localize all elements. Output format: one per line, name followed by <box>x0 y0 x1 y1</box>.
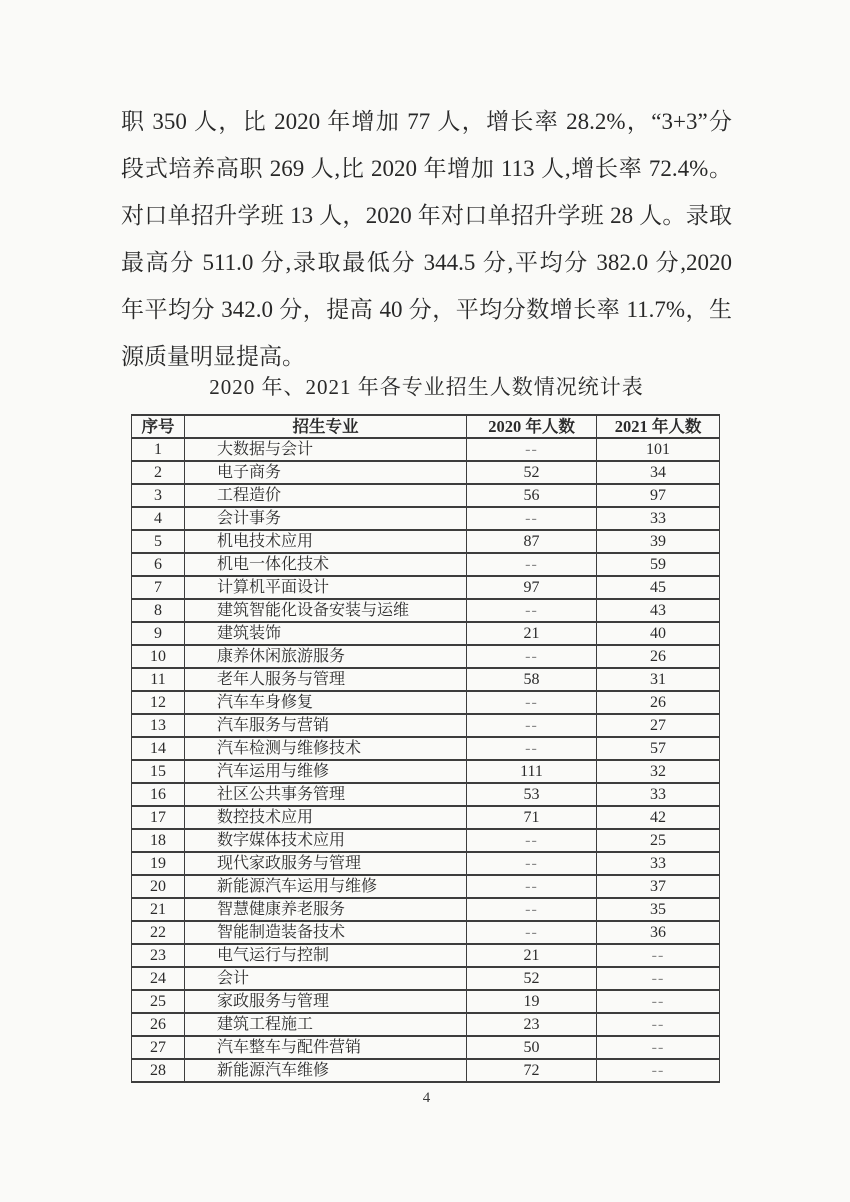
count-2020: -- <box>467 829 597 852</box>
major-name: 机电技术应用 <box>185 530 467 553</box>
row-index: 18 <box>132 829 185 852</box>
count-2020: -- <box>467 737 597 760</box>
major-name: 社区公共事务管理 <box>185 783 467 806</box>
count-2021: 43 <box>597 599 720 622</box>
row-index: 14 <box>132 737 185 760</box>
table-row <box>132 829 720 852</box>
paragraph-line: 源质量明显提高。 <box>121 344 305 369</box>
count-2021: 36 <box>597 921 720 944</box>
row-index: 22 <box>132 921 185 944</box>
row-index: 26 <box>132 1013 185 1036</box>
count-2021: -- <box>597 1013 720 1036</box>
header-index: 序号 <box>132 415 185 438</box>
count-2021: 59 <box>597 553 720 576</box>
row-index: 11 <box>132 668 185 691</box>
count-2020: -- <box>467 599 597 622</box>
header-count-2020: 2020 年人数 <box>467 415 597 438</box>
header-major: 招生专业 <box>185 415 467 438</box>
table-row <box>132 599 720 622</box>
table-row <box>132 1059 720 1082</box>
count-2021: 26 <box>597 691 720 714</box>
major-name: 建筑智能化设备安装与运维 <box>185 599 467 622</box>
count-2021: 42 <box>597 806 720 829</box>
body-paragraph <box>121 98 732 380</box>
count-2020: -- <box>467 691 597 714</box>
count-2021: 31 <box>597 668 720 691</box>
row-index: 28 <box>132 1059 185 1082</box>
count-2021: 33 <box>597 507 720 530</box>
count-2020: 19 <box>467 990 597 1013</box>
major-name: 数字媒体技术应用 <box>185 829 467 852</box>
major-name: 工程造价 <box>185 484 467 507</box>
major-name: 汽车检测与维修技术 <box>185 737 467 760</box>
row-index: 10 <box>132 645 185 668</box>
major-name: 智慧健康养老服务 <box>185 898 467 921</box>
major-name: 机电一体化技术 <box>185 553 467 576</box>
count-2021: -- <box>597 1036 720 1059</box>
count-2021: -- <box>597 990 720 1013</box>
count-2021: -- <box>597 1059 720 1082</box>
table-row <box>132 1013 720 1036</box>
count-2021: 25 <box>597 829 720 852</box>
count-2021: 33 <box>597 852 720 875</box>
row-index: 8 <box>132 599 185 622</box>
count-2020: 21 <box>467 944 597 967</box>
major-name: 新能源汽车维修 <box>185 1059 467 1082</box>
count-2020: -- <box>467 645 597 668</box>
paragraph-line: 职 350 人，比 2020 年增加 77 人，增长率 28.2%，“3+3”分 <box>121 109 732 134</box>
row-index: 4 <box>132 507 185 530</box>
row-index: 2 <box>132 461 185 484</box>
major-name: 新能源汽车运用与维修 <box>185 875 467 898</box>
count-2020: -- <box>467 507 597 530</box>
paragraph-line: 年平均分 342.0 分，提高 40 分，平均分数增长率 11.7%，生 <box>121 297 732 322</box>
major-name: 数控技术应用 <box>185 806 467 829</box>
major-name: 汽车服务与营销 <box>185 714 467 737</box>
row-index: 6 <box>132 553 185 576</box>
table-row <box>132 668 720 691</box>
major-name: 智能制造装备技术 <box>185 921 467 944</box>
major-name: 建筑装饰 <box>185 622 467 645</box>
major-name: 会计事务 <box>185 507 467 530</box>
major-name: 汽车车身修复 <box>185 691 467 714</box>
count-2021: 57 <box>597 737 720 760</box>
count-2021: -- <box>597 967 720 990</box>
table-row <box>132 438 720 461</box>
row-index: 23 <box>132 944 185 967</box>
row-index: 13 <box>132 714 185 737</box>
major-name: 现代家政服务与管理 <box>185 852 467 875</box>
count-2021: 97 <box>597 484 720 507</box>
row-index: 7 <box>132 576 185 599</box>
count-2020: 71 <box>467 806 597 829</box>
count-2020: -- <box>467 852 597 875</box>
table-row <box>132 461 720 484</box>
table-row <box>132 484 720 507</box>
row-index: 16 <box>132 783 185 806</box>
table-row <box>132 507 720 530</box>
row-index: 24 <box>132 967 185 990</box>
major-name: 汽车整车与配件营销 <box>185 1036 467 1059</box>
count-2020: 111 <box>467 760 597 783</box>
count-2020: -- <box>467 553 597 576</box>
row-index: 17 <box>132 806 185 829</box>
table-row <box>132 783 720 806</box>
count-2021: 101 <box>597 438 720 461</box>
table-row <box>132 1036 720 1059</box>
major-name: 会计 <box>185 967 467 990</box>
table-row <box>132 576 720 599</box>
count-2021: 45 <box>597 576 720 599</box>
table-row <box>132 553 720 576</box>
table-row <box>132 990 720 1013</box>
count-2021: -- <box>597 944 720 967</box>
row-index: 20 <box>132 875 185 898</box>
table-row <box>132 852 720 875</box>
row-index: 15 <box>132 760 185 783</box>
row-index: 27 <box>132 1036 185 1059</box>
count-2020: -- <box>467 898 597 921</box>
count-2021: 37 <box>597 875 720 898</box>
row-index: 1 <box>132 438 185 461</box>
major-name: 计算机平面设计 <box>185 576 467 599</box>
table-row <box>132 921 720 944</box>
row-index: 9 <box>132 622 185 645</box>
count-2021: 27 <box>597 714 720 737</box>
table-body <box>132 438 720 1082</box>
table-row <box>132 967 720 990</box>
row-index: 3 <box>132 484 185 507</box>
header-count-2021: 2021 年人数 <box>597 415 720 438</box>
row-index: 25 <box>132 990 185 1013</box>
count-2020: -- <box>467 875 597 898</box>
count-2020: -- <box>467 921 597 944</box>
count-2021: 34 <box>597 461 720 484</box>
row-index: 12 <box>132 691 185 714</box>
page-number: 4 <box>422 1090 431 1106</box>
table-row <box>132 944 720 967</box>
count-2020: -- <box>467 714 597 737</box>
table-row <box>132 875 720 898</box>
table-row <box>132 806 720 829</box>
table-row <box>132 691 720 714</box>
row-index: 21 <box>132 898 185 921</box>
table-row <box>132 645 720 668</box>
table-row <box>132 898 720 921</box>
table-header-row <box>132 415 720 438</box>
major-name: 建筑工程施工 <box>185 1013 467 1036</box>
count-2020: 53 <box>467 783 597 806</box>
table-row <box>132 530 720 553</box>
count-2021: 35 <box>597 898 720 921</box>
major-name: 电气运行与控制 <box>185 944 467 967</box>
count-2020: 87 <box>467 530 597 553</box>
table-row <box>132 737 720 760</box>
count-2020: 72 <box>467 1059 597 1082</box>
paragraph-line: 对口单招升学班 13 人，2020 年对口单招升学班 28 人。录取 <box>121 203 732 228</box>
major-name: 康养休闲旅游服务 <box>185 645 467 668</box>
table-row <box>132 622 720 645</box>
major-name: 家政服务与管理 <box>185 990 467 1013</box>
count-2020: 52 <box>467 461 597 484</box>
enrollment-table <box>131 414 720 1083</box>
table-row <box>132 760 720 783</box>
count-2020: 58 <box>467 668 597 691</box>
count-2020: 23 <box>467 1013 597 1036</box>
count-2021: 40 <box>597 622 720 645</box>
count-2021: 33 <box>597 783 720 806</box>
major-name: 汽车运用与维修 <box>185 760 467 783</box>
table-title: 2020 年、2021 年各专业招生人数情况统计表 <box>209 375 644 399</box>
paragraph-line: 最高分 511.0 分,录取最低分 344.5 分,平均分 382.0 分,2020 <box>121 250 732 275</box>
count-2020: 21 <box>467 622 597 645</box>
count-2020: -- <box>467 438 597 461</box>
count-2021: 39 <box>597 530 720 553</box>
table-row <box>132 714 720 737</box>
count-2020: 52 <box>467 967 597 990</box>
count-2020: 56 <box>467 484 597 507</box>
count-2020: 97 <box>467 576 597 599</box>
count-2021: 26 <box>597 645 720 668</box>
row-index: 19 <box>132 852 185 875</box>
paragraph-line: 段式培养高职 269 人,比 2020 年增加 113 人,增长率 72.4%。 <box>121 156 732 181</box>
count-2020: 50 <box>467 1036 597 1059</box>
major-name: 电子商务 <box>185 461 467 484</box>
major-name: 大数据与会计 <box>185 438 467 461</box>
major-name: 老年人服务与管理 <box>185 668 467 691</box>
count-2021: 32 <box>597 760 720 783</box>
row-index: 5 <box>132 530 185 553</box>
